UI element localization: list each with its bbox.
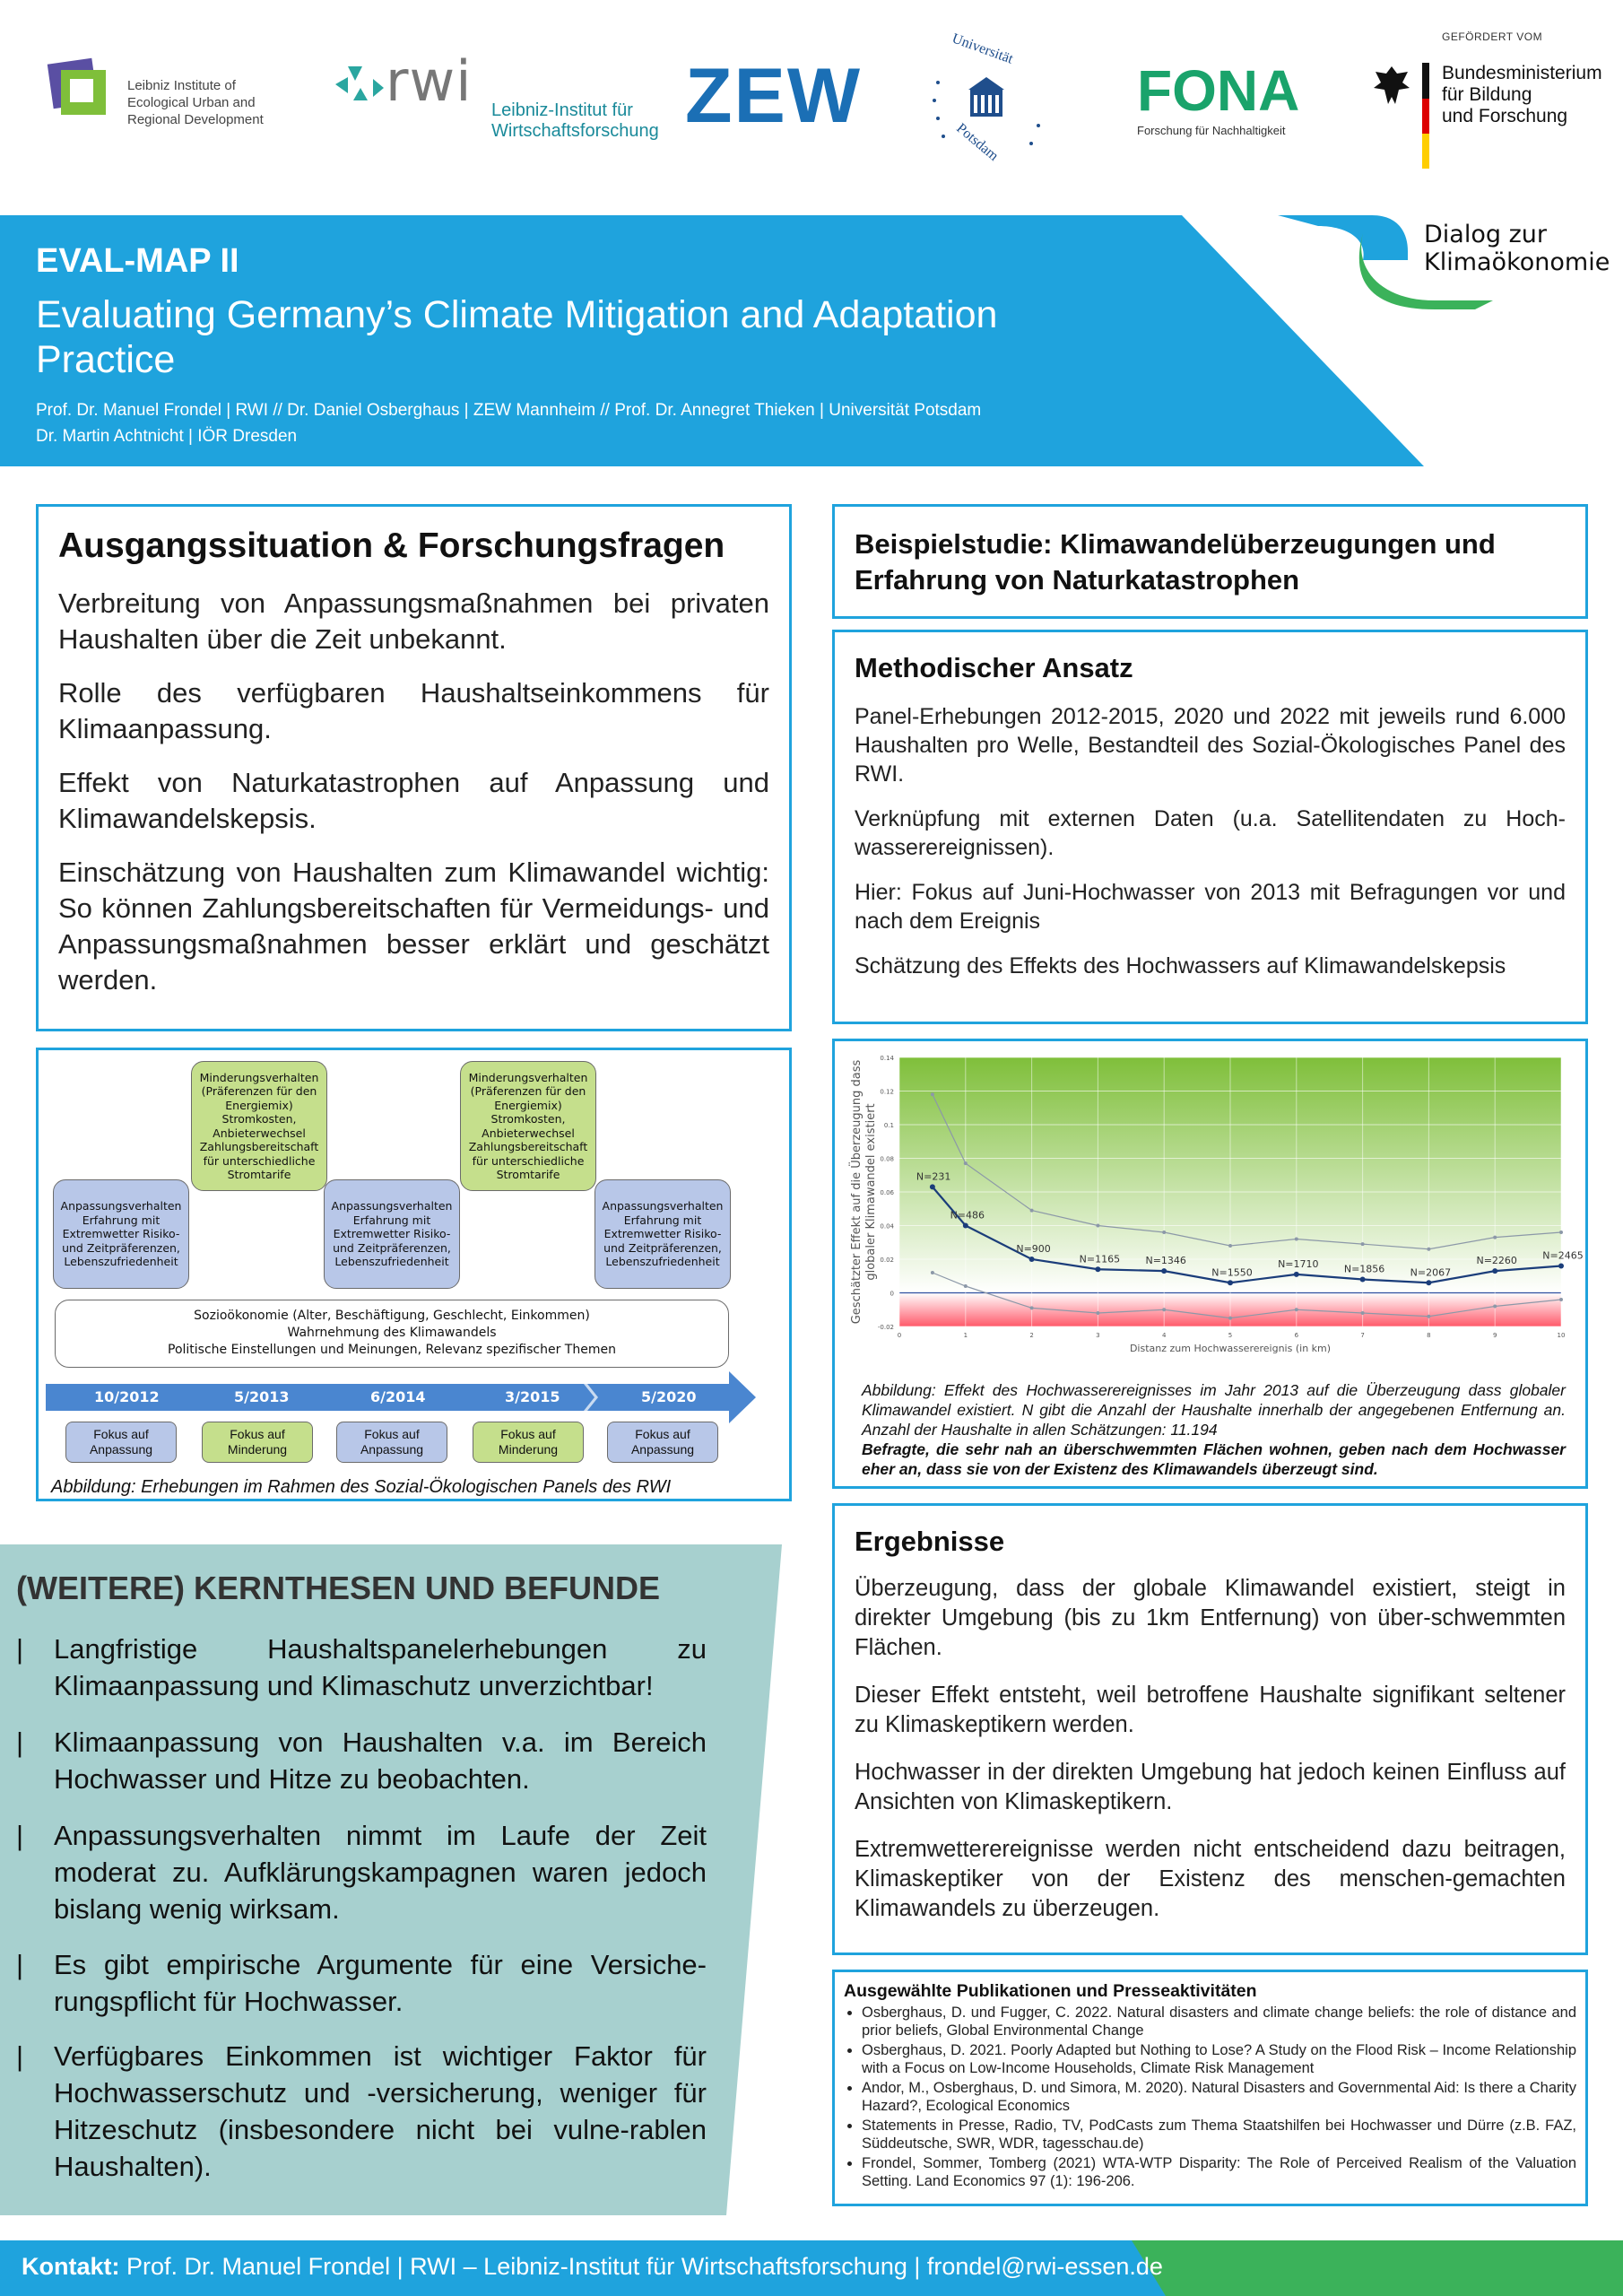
- chart-x-tick-label: 3: [1096, 1332, 1100, 1339]
- bmbf-line1: Bundesministerium: [1442, 63, 1602, 83]
- chart-x-tick-label: 7: [1360, 1332, 1365, 1339]
- chart-point-lower: [1228, 1317, 1232, 1320]
- timeline-label-0: 10/2012: [94, 1388, 160, 1405]
- dialog-logo-text: [1424, 221, 1610, 276]
- chart-point-estimate: [1426, 1280, 1431, 1285]
- chart-n-label: N=1550: [1211, 1266, 1253, 1279]
- minderung-node-2: Minderungsverhalten (Präferenzen für den Energiemix) Stromkosten, Anbieterwechsel Zahlungsbereitschaft für unterschiedliche Stromtarife: [460, 1061, 596, 1191]
- chart-point-upper: [1295, 1238, 1298, 1241]
- timeline-label-2: 6/2014: [370, 1388, 426, 1405]
- ausgang-box: [36, 504, 792, 1031]
- chart-x-tick-label: 5: [1228, 1332, 1233, 1339]
- chart-y-tick-label: 0.14: [880, 1055, 894, 1062]
- kern-bar: |: [16, 1949, 24, 1980]
- chart-point-estimate: [930, 1184, 935, 1189]
- chart-box: [832, 1039, 1588, 1489]
- kern-bar: |: [16, 1633, 24, 1665]
- logo-potsdam: [924, 30, 1049, 164]
- chart-x-tick-label: 10: [1557, 1332, 1566, 1339]
- chart-point-upper: [964, 1161, 968, 1165]
- pubs-list: [844, 2004, 1576, 2190]
- bmbf-pre: GEFÖRDERT VOM: [1442, 30, 1543, 43]
- chart-n-label: N=2067: [1410, 1266, 1452, 1279]
- chart-x-axis-label: Distanz zum Hochwasserereignis (in km): [1129, 1343, 1332, 1354]
- ausgang-title: Ausgangssituation & Forschungsfragen: [58, 526, 725, 565]
- logo-rwi: [330, 48, 659, 145]
- potsdam-bottom: Potsdam: [953, 120, 1002, 164]
- fokus-box-3: Fokus auf Minderung: [473, 1422, 584, 1463]
- authors-line2: Dr. Martin Achtnicht | IÖR Dresden: [36, 427, 298, 446]
- chart-x-tick-label: 9: [1492, 1332, 1497, 1339]
- chart-point-estimate: [1558, 1264, 1564, 1269]
- diagram-box: [36, 1048, 792, 1501]
- fona-sub: Forschung für Nachhaltigkeit: [1137, 124, 1286, 137]
- chart-n-label: N=2260: [1476, 1255, 1517, 1267]
- chart-point-lower: [1295, 1308, 1298, 1311]
- chart-point-estimate: [963, 1223, 968, 1229]
- rwi-line2: Wirtschaftsforschung: [491, 121, 659, 141]
- ausgang-p3: Effekt von Naturkatastrophen auf Anpassung und Klimawandelskepsis.: [58, 767, 769, 834]
- ausgang-p1: Verbreitung von Anpassungsmaßnahmen bei privaten Haushalten über die Zeit unbekannt.: [58, 587, 769, 655]
- chart-point-upper: [1162, 1231, 1166, 1234]
- socio-line3: Politische Einstellungen und Meinungen, Relevanz spezifischer Themen: [168, 1343, 616, 1357]
- kern-item-4: [16, 2038, 707, 2185]
- german-flag-bar-icon: [1422, 63, 1429, 169]
- ioer-line2: Ecological Urban and: [127, 95, 256, 110]
- diagram-caption: Abbildung: Erhebungen im Rahmen des Sozial-Ökologischen Panels des RWI: [51, 1477, 672, 1497]
- beispiel-box: [832, 504, 1588, 619]
- chart-point-upper: [1493, 1236, 1497, 1239]
- bmbf-line3: und Forschung: [1442, 106, 1568, 126]
- figure-caption-text: Abbildung: Effekt des Hochwasserereignisses im Jahr 2013 auf die Überzeugung dass globaler Klimawandel existiert. N gibt die Anzahl der Haushalte innerhalb der angegebenen Entfernung an. Anzahl der Haushalte in allen Schätzungen: 11.194: [862, 1381, 1566, 1439]
- chart-point-estimate: [1228, 1280, 1233, 1285]
- kern-item-text-3: Es gibt empirische Argumente für eine Versiche-rungspflicht für Hochwasser.: [54, 1949, 707, 2017]
- chart-point-lower: [1493, 1305, 1497, 1309]
- poster-title-line2: Practice: [36, 338, 176, 381]
- chart-y-tick-label: 0.04: [880, 1222, 894, 1231]
- pub-item: • Statements in Presse, Radio, TV, PodCasts zum Thema Staatshilfen bei Hochwasser und Dürre (z.B. FAZ, Süddeutsche, SWR, WDR, tagesschau.de): [862, 2117, 1576, 2152]
- ergebnisse-box: [832, 1503, 1588, 1955]
- kern-bar: |: [16, 1820, 24, 1851]
- chart-y-tick-label: 0.02: [880, 1257, 894, 1264]
- methode-p4: Schätzung des Effekts des Hochwassers auf Klimawandelskepsis: [855, 953, 1506, 978]
- chart-point-upper: [1361, 1242, 1365, 1246]
- chart-point-estimate: [1029, 1257, 1035, 1262]
- kern-item-1: [16, 1724, 707, 1797]
- footer-label: Kontakt:: [22, 2253, 120, 2280]
- chart-point-lower: [1096, 1311, 1099, 1315]
- chart-n-label: N=1710: [1278, 1257, 1319, 1270]
- kern-item-3: [16, 1946, 707, 2020]
- anpassung-node-1: Anpassungsverhalten Erfahrung mit Extremwetter Risiko- und Zeitpräferenzen, Lebenszufriedenheit: [53, 1179, 189, 1289]
- chart-point-lower: [964, 1284, 968, 1288]
- fokus-box-4: Fokus auf Anpassung: [607, 1422, 718, 1463]
- chart-n-label: N=231: [916, 1170, 951, 1183]
- chart-point-upper: [931, 1092, 934, 1096]
- poster-title: [36, 292, 1202, 382]
- project-name: EVAL-MAP II: [36, 242, 239, 280]
- potsdam-top: Universität: [950, 30, 1016, 67]
- chart-x-tick-label: 1: [963, 1332, 968, 1339]
- chart-n-label: N=486: [950, 1209, 985, 1222]
- chart-y-tick-label: 0: [890, 1290, 894, 1298]
- logo-ioer: [47, 56, 280, 136]
- kern-bar: |: [16, 2040, 24, 2072]
- chart-x-tick-label: 0: [897, 1332, 902, 1339]
- socio-box: [55, 1300, 729, 1368]
- kern-bar: |: [16, 1726, 24, 1758]
- methode-title: Methodischer Ansatz: [855, 652, 1133, 683]
- figure-caption: [862, 1380, 1566, 1479]
- pub-item: • Osberghaus, D. und Fugger, C. 2022. Natural disasters and climate change beliefs: the role of distance and prior beliefs, Global Environmental Change: [862, 2004, 1576, 2039]
- fokus-box-1: Fokus auf Minderung: [202, 1422, 313, 1463]
- chart-point-estimate: [1095, 1266, 1100, 1272]
- chart-point-lower: [1559, 1298, 1563, 1301]
- ausgang-p2: Rolle des verfügbaren Haushaltseinkommens für Klimaanpassung.: [58, 677, 769, 744]
- chart-point-upper: [1559, 1231, 1563, 1234]
- dialog-line2: Klimaökonomie: [1424, 248, 1610, 276]
- chart-point-estimate: [1492, 1268, 1497, 1274]
- chart-n-label: N=900: [1016, 1243, 1051, 1255]
- logo-fona: [1137, 59, 1298, 149]
- kern-item-text-1: Klimaanpassung von Haushalten v.a. im Bereich Hochwasser und Hitze zu beobachten.: [54, 1726, 707, 1795]
- bmbf-line2: für Bildung: [1442, 84, 1532, 105]
- pub-item: • Andor, M., Osberghaus, D. und Simora, M. 2020). Natural Disasters and Governmental Aid: Is there a Charity Hazard?, Ecological Economics: [862, 2079, 1576, 2115]
- ioer-line3: Regional Development: [127, 112, 264, 127]
- footer-contact: [22, 2253, 1163, 2281]
- chart-n-label: N=1346: [1145, 1255, 1186, 1267]
- federal-eagle-icon: [1372, 63, 1411, 108]
- rwi-wordmark: rwi: [386, 48, 473, 114]
- socio-line2: Wahrnehmung des Klimawandels: [287, 1326, 497, 1340]
- methode-box: [832, 630, 1588, 1024]
- chart-x-tick-label: 6: [1294, 1332, 1299, 1339]
- chart-point-estimate: [1360, 1277, 1366, 1283]
- chart-point-lower: [1361, 1311, 1365, 1315]
- socio-line1: Sozioökonomie (Alter, Beschäftigung, Geschlecht, Einkommen): [194, 1309, 590, 1323]
- pub-item: • Osberghaus, D. 2021. Poorly Adapted but Nothing to Lose? A Study on the Flood Risk – Income Relationship with a Focus on Low-Income Households, Climate Risk Management: [862, 2041, 1576, 2077]
- chart-point-upper: [1427, 1248, 1430, 1251]
- kern-item-text-2: Anpassungsverhalten nimmt im Laufe der Zeit moderat zu. Aufklärungskampagnen waren jedoch bislang wenig wirksam.: [54, 1820, 707, 1925]
- ergebnisse-title: Ergebnisse: [855, 1526, 1005, 1557]
- logo-zew: ZEW: [685, 53, 863, 139]
- ergebnisse-p1: Überzeugung, dass der globale Klimawandel existiert, steigt in direkter Umgebung (bis zu 1km Entfernung) von über-schwemmten Flächen.: [855, 1576, 1566, 1660]
- chart-point-estimate: [1294, 1272, 1299, 1277]
- effect-chart: [844, 1048, 1584, 1354]
- kern-item-2: [16, 1817, 707, 1927]
- chart-y-tick-label: 0.08: [880, 1155, 894, 1163]
- fokus-box-0: Fokus auf Anpassung: [65, 1422, 177, 1463]
- ergebnisse-p3: Hochwasser in der direkten Umgebung hat jedoch keinen Einfluss auf Ansichten von Klimaskeptikern.: [855, 1760, 1566, 1814]
- dialog-line1: Dialog zur: [1424, 221, 1547, 248]
- chart-point-upper: [1096, 1224, 1099, 1228]
- kern-title: (WEITERE) KERNTHESEN UND BEFUNDE: [16, 1570, 661, 1606]
- timeline-label-4: 5/2020: [641, 1388, 697, 1405]
- ioer-logo-icon: [47, 56, 109, 118]
- kern-item-text-0: Langfristige Haushaltspanelerhebungen zu Klimaanpassung und Klimaschutz unverzichtbar!: [54, 1633, 707, 1701]
- chart-y-tick-label: 0.1: [883, 1122, 894, 1129]
- chart-y-tick-label: 0.06: [880, 1189, 894, 1196]
- chart-x-tick-label: 4: [1161, 1332, 1167, 1339]
- beispiel-title: Beispielstudie: Klimawandelüberzeugungen und Erfahrung von Naturkatastrophen: [855, 528, 1496, 596]
- chart-x-tick-label: 8: [1427, 1332, 1431, 1339]
- ergebnisse-p4: Extremwetterereignisse werden nicht entscheidend dazu beitragen, Klimaskeptiker von der Existenz des menschen-gemachten Klimawandels zu überzeugen.: [855, 1837, 1566, 1921]
- ergebnisse-p2: Dieser Effekt entsteht, weil betroffene Haushalte signifikant seltener zu Klimaskeptikern werden.: [855, 1683, 1566, 1737]
- ausgang-p4: Einschätzung von Haushalten zum Klimawandel wichtig: So können Zahlungsbereitschaften für Vermeidungs- und Anpassungsmaßnahmen besser erklärt und geschätzt werden.: [58, 857, 769, 996]
- pubs-title: Ausgewählte Publikationen und Presseaktivitäten: [844, 1981, 1257, 2001]
- authors-line1: Prof. Dr. Manuel Frondel | RWI // Dr. Daniel Osberghaus | ZEW Mannheim // Prof. Dr. Annegret Thieken | Universität Potsdam: [36, 401, 982, 420]
- chart-y-axis-label-line1: Geschätzter Effekt auf die Überzeugung dass: [850, 1059, 864, 1325]
- kern-item-0: [16, 1631, 707, 1704]
- rwi-line1: Leibniz-Institut für: [491, 100, 633, 120]
- chart-n-label: N=2465: [1542, 1249, 1584, 1262]
- methode-p1: Panel-Erhebungen 2012-2015, 2020 und 2022 mit jeweils rund 6.000 Haushalten pro Welle, Bestandteil des Sozial-Ökologisches Panel des RWI.: [855, 704, 1566, 787]
- methode-p2: Verknüpfung mit externen Daten (u.a. Satellitendaten zu Hoch-wasserereignissen).: [855, 806, 1566, 860]
- chart-point-upper: [1228, 1244, 1232, 1248]
- figure-caption-bold: Befragte, die sehr nah an überschwemmten Flächen wohnen, geben nach dem Hochwasser eher an, dass sie von der Existenz des Klimawandels überzeugt sind.: [862, 1440, 1566, 1478]
- anpassung-node-2: Anpassungsverhalten Erfahrung mit Extremwetter Risiko- und Zeitpräferenzen, Lebenszufriedenheit: [324, 1179, 460, 1289]
- pubs-box: [832, 1970, 1588, 2206]
- chart-y-tick-label: 0.12: [880, 1088, 894, 1096]
- chart-n-label: N=1856: [1343, 1263, 1385, 1275]
- fona-wordmark: FONA: [1137, 58, 1300, 123]
- ioer-line1: Leibniz Institute of: [127, 78, 236, 93]
- fokus-box-2: Fokus auf Anpassung: [336, 1422, 447, 1463]
- footer-text: Prof. Dr. Manuel Frondel | RWI – Leibniz-Institut für Wirtschaftsforschung | frondel@rwi-essen.de: [126, 2253, 1163, 2280]
- chart-y-axis-label-line2: globaler Klimawandel existiert: [864, 1103, 878, 1281]
- poster-title-line1: Evaluating Germany’s Climate Mitigation and Adaptation: [36, 293, 998, 336]
- chart-point-lower: [1162, 1308, 1166, 1311]
- timeline-label-3: 3/2015: [505, 1388, 560, 1405]
- logo-bmbf: [1372, 30, 1614, 174]
- chart-point-estimate: [1161, 1268, 1167, 1274]
- minderung-node-1: Minderungsverhalten (Präferenzen für den Energiemix) Stromkosten, Anbieterwechsel Zahlungsbereitschaft für unterschiedliche Stromtarife: [191, 1061, 327, 1191]
- chart-n-label: N=1165: [1079, 1253, 1121, 1265]
- chart-point-upper: [1030, 1209, 1034, 1213]
- anpassung-node-3: Anpassungsverhalten Erfahrung mit Extremwetter Risiko- und Zeitpräferenzen, Lebenszufriedenheit: [595, 1179, 731, 1289]
- chart-x-tick-label: 2: [1029, 1332, 1034, 1339]
- pub-item: • Frondel, Sommer, Tomberg (2021) WTA-WTP Disparity: The Role of Perceived Realism of the Valuation Setting. Land Economics 97 (1): 196-206.: [862, 2154, 1576, 2190]
- authors: [36, 397, 981, 449]
- methode-p3: Hier: Fokus auf Juni-Hochwasser von 2013 mit Befragungen vor und nach dem Ereignis: [855, 880, 1566, 934]
- kern-item-text-4: Verfügbares Einkommen ist wichtiger Faktor für Hochwasserschutz und -versicherung, weniger für Hitzeschutz (insbesondere nicht bei vulne-rablen Haushalten).: [54, 2040, 707, 2182]
- chart-point-lower: [931, 1271, 934, 1274]
- chart-y-tick-label: -0.02: [877, 1324, 894, 1331]
- chart-point-lower: [1427, 1315, 1430, 1318]
- chart-point-lower: [1030, 1306, 1034, 1309]
- timeline-label-1: 5/2013: [234, 1388, 290, 1405]
